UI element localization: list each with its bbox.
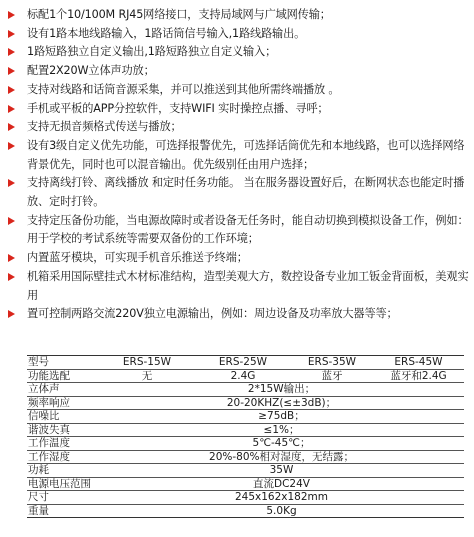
spec-label: 功耗 <box>27 464 99 478</box>
spec-label: 工作湿度 <box>27 450 99 464</box>
spec-label: 电源电压范围 <box>27 477 99 491</box>
spec-value: 直流DC24V <box>99 477 464 491</box>
spec-row <box>27 396 464 410</box>
feature-text: 机箱采用国际壁挂式木材标准结构，造型美观大方，数控设备专业加工钣金背面板，美观实用 <box>27 269 469 302</box>
spec-header-label: 型号 <box>27 356 99 370</box>
feature-item <box>6 43 470 62</box>
feature-text: 设有1路本地线路输入，1路话筒信号输入,1路线路输出。 <box>27 26 306 40</box>
triangle-bullet-icon <box>8 310 15 318</box>
option-ers-25w: 2.4G <box>195 369 291 383</box>
spec-value: ≥75dB； <box>99 410 464 424</box>
feature-text: 支持定压备份功能，当电源故障时或者设备无任务时，能自动切换到模拟设备工作，例如：用于学校的考试系统等需要双备份的工作环境； <box>27 213 469 246</box>
spec-value: 35W <box>99 464 464 478</box>
spec-label: 频率响应 <box>27 396 99 410</box>
triangle-bullet-icon <box>8 217 15 225</box>
feature-item <box>6 137 470 174</box>
triangle-bullet-icon <box>8 86 15 94</box>
model-ers-45w: ERS-45W <box>373 356 464 370</box>
feature-item <box>6 305 470 324</box>
feature-text: 1路短路独立自定义输出,1路短路独立自定义输入； <box>27 45 277 59</box>
spec-label: 谐波失真 <box>27 423 99 437</box>
spec-label: 尺寸 <box>27 491 99 505</box>
feature-item <box>6 62 470 81</box>
spec-row <box>27 450 464 464</box>
spec-label: 重量 <box>27 504 99 518</box>
spec-value: 5℃-45℃； <box>99 437 464 451</box>
feature-item <box>6 174 470 211</box>
spec-label: 立体声 <box>27 383 99 397</box>
feature-text: 设有3级自定义优先功能，可选择报警优先，可选择话筒优先和本地线路，也可以选择网络背景优先，同时也可以混音输出。优先级别任由用户选择； <box>27 138 465 171</box>
spec-value: 20%-80%相对湿度，无结露； <box>99 450 464 464</box>
option-ers-45w: 蓝牙和2.4G <box>373 369 464 383</box>
triangle-bullet-icon <box>8 123 15 131</box>
spec-row <box>27 410 464 424</box>
feature-item <box>6 81 470 100</box>
spec-row <box>27 383 464 397</box>
spec-value: ≤1%； <box>99 423 464 437</box>
feature-text: 支持离线打铃、离线播放 和定时任务功能。 当在服务器设置好后，在断网状态也能定时播放、定时打铃。 <box>27 176 465 209</box>
feature-item <box>6 100 470 119</box>
model-ers-35w: ERS-35W <box>291 356 373 370</box>
spec-row <box>27 437 464 451</box>
spec-value: 2*15W输出； <box>99 383 464 397</box>
spec-header-row <box>27 356 464 370</box>
feature-list <box>6 6 470 324</box>
spec-value: 5.0Kg <box>99 504 464 518</box>
feature-text: 支持无损音频格式传送与播放； <box>27 120 182 134</box>
triangle-bullet-icon <box>8 105 15 113</box>
feature-text: 支持对线路和话筒音源采集，并可以推送到其他所需终端播放 。 <box>27 82 340 96</box>
option-ers-15w: 无 <box>99 369 195 383</box>
spec-row <box>27 504 464 518</box>
spec-options-row <box>27 369 464 383</box>
spec-value: 20-20KHZ(≤±3dB)； <box>99 396 464 410</box>
feature-text: 标配1个10/100M RJ45网络接口，支持局域网与广域网传输； <box>27 8 331 21</box>
spec-label: 工作温度 <box>27 437 99 451</box>
triangle-bullet-icon <box>8 30 15 38</box>
spec-options-label: 功能选配 <box>27 369 99 383</box>
spec-row <box>27 477 464 491</box>
triangle-bullet-icon <box>8 11 15 19</box>
model-ers-25w: ERS-25W <box>195 356 291 370</box>
triangle-bullet-icon <box>8 48 15 56</box>
spec-value: 245x162x182mm <box>99 491 464 505</box>
spec-table <box>27 355 464 518</box>
feature-item <box>6 118 470 137</box>
triangle-bullet-icon <box>8 273 15 281</box>
feature-text: 配置2X20W立体声功放； <box>27 64 155 78</box>
spec-row <box>27 491 464 505</box>
feature-item <box>6 212 470 249</box>
triangle-bullet-icon <box>8 142 15 150</box>
feature-text: 内置蓝牙模块，可实现手机音乐推送予终端； <box>27 251 248 265</box>
feature-text: 手机或平板的APP分控软件，支持WIFI 实时操控点播、寻呼； <box>27 101 329 115</box>
spec-row <box>27 423 464 437</box>
spec-row <box>27 464 464 478</box>
feature-item <box>6 6 470 25</box>
feature-item <box>6 249 470 268</box>
feature-item <box>6 268 470 305</box>
feature-text: 置可控制两路交流220V独立电源输出，例如：周边设备及功率放大器等等； <box>27 307 398 321</box>
triangle-bullet-icon <box>8 67 15 75</box>
model-ers-15w: ERS-15W <box>99 356 195 370</box>
spec-label: 信噪比 <box>27 410 99 424</box>
feature-item <box>6 25 470 44</box>
triangle-bullet-icon <box>8 179 15 187</box>
triangle-bullet-icon <box>8 254 15 262</box>
option-ers-35w: 蓝牙 <box>291 369 373 383</box>
